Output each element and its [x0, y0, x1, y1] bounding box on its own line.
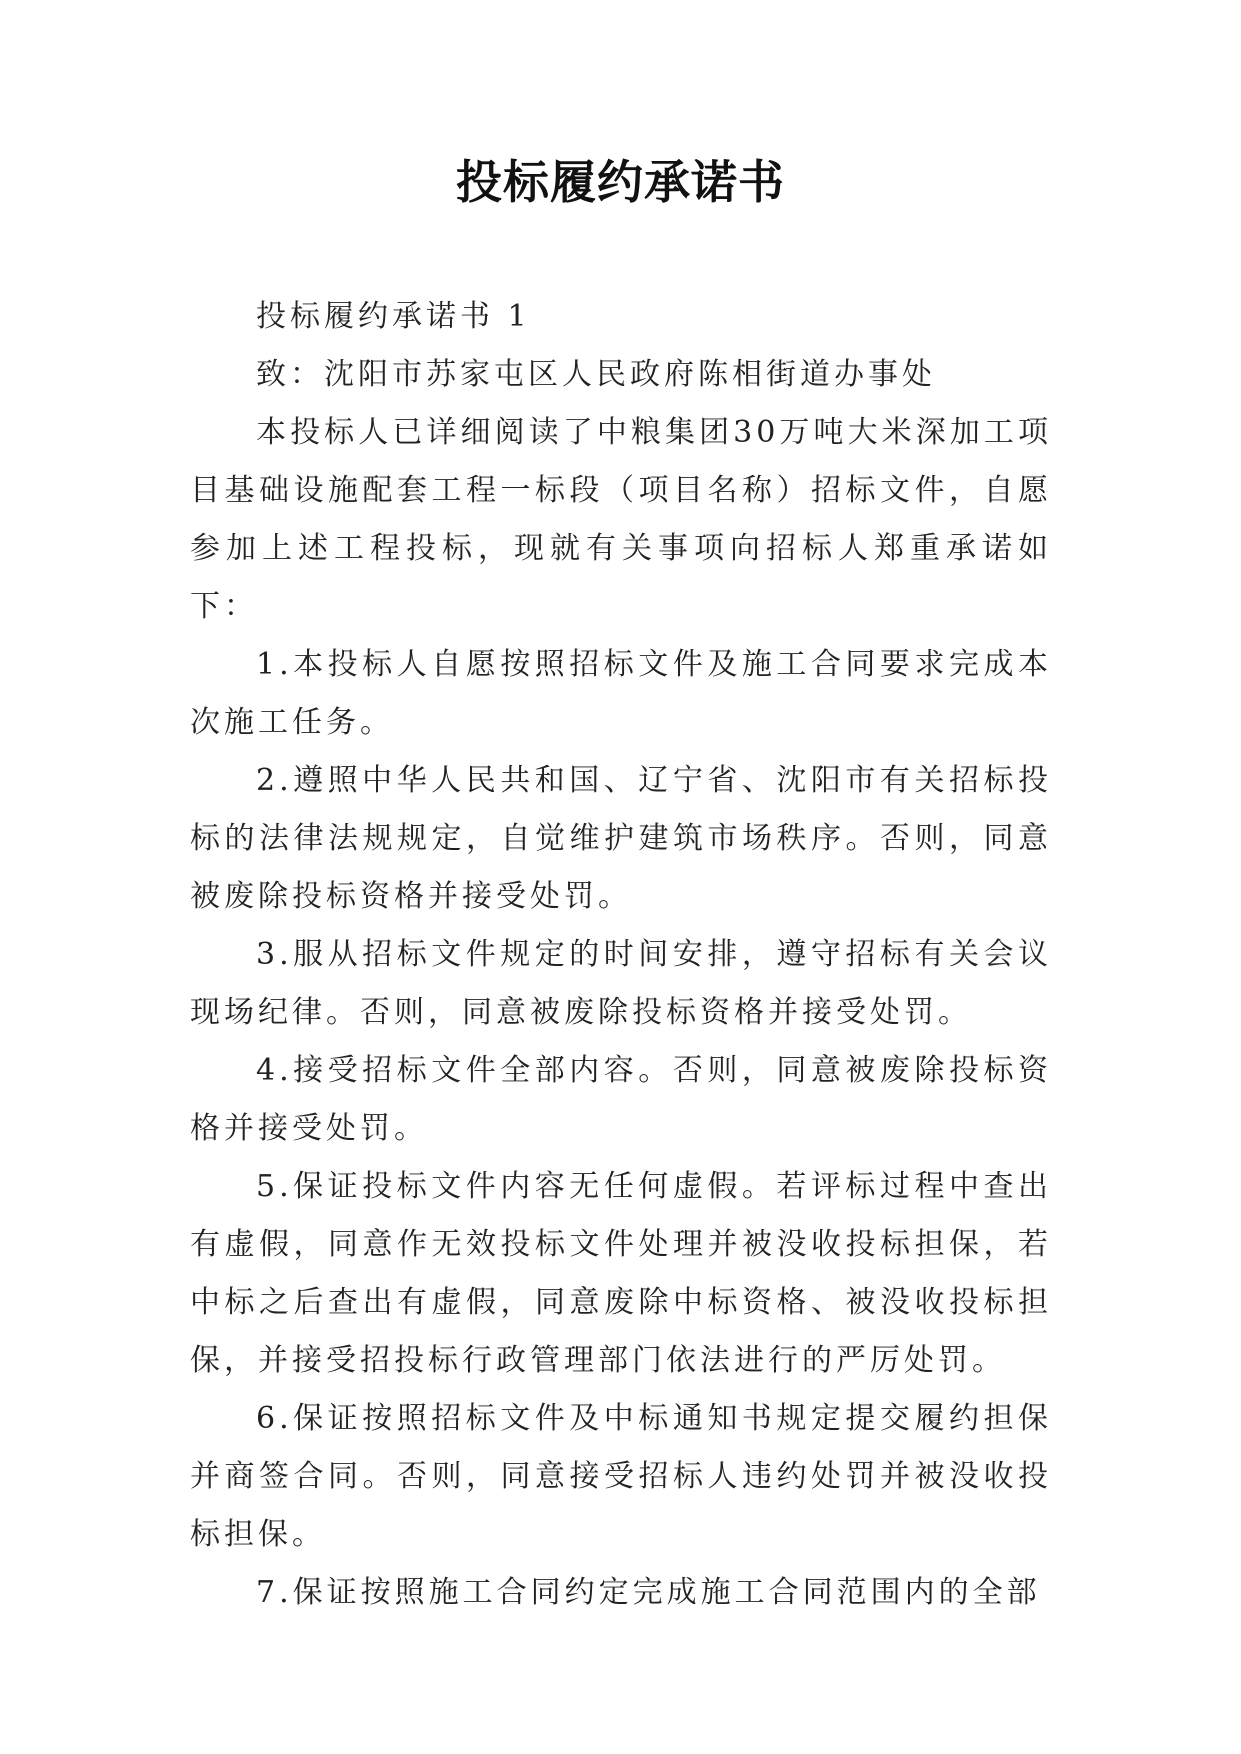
paragraph-item-3: 3.服从招标文件规定的时间安排，遵守招标有关会议现场纪律。否则，同意被废除投标资格并接受处罚。	[190, 937, 1052, 1030]
paragraph-item-2: 2.遵照中华人民共和国、辽宁省、沈阳市有关招标投标的法律法规规定，自觉维护建筑市场秩序。否则，同意被废除投标资格并接受处罚。	[190, 763, 1052, 914]
paragraph-item-6: 6.保证按照招标文件及中标通知书规定提交履约担保并商签合同。否则，同意接受招标人违约处罚并被没收投标担保。	[190, 1401, 1052, 1552]
paragraph-item-5: 5.保证投标文件内容无任何虚假。若评标过程中查出有虚假，同意作无效投标文件处理并被没收投标担保，若中标之后查出有虚假，同意废除中标资格、被没收投标担保，并接受招投标行政管理部门依法进行的严厉处罚。	[190, 1169, 1052, 1378]
document-title: 投标履约承诺书	[456, 155, 785, 209]
document-body	[190, 288, 1052, 1622]
paragraph-addressee: 致：沈阳市苏家屯区人民政府陈相街道办事处	[256, 357, 936, 392]
paragraph-item-7: 7.保证按照施工合同约定完成施工合同范围内的全部	[256, 1575, 1041, 1610]
paragraph-subtitle: 投标履约承诺书 1	[256, 299, 531, 334]
paragraph-item-1: 1.本投标人自愿按照招标文件及施工合同要求完成本次施工任务。	[190, 647, 1052, 740]
paragraph-item-4: 4.接受招标文件全部内容。否则，同意被废除投标资格并接受处罚。	[190, 1053, 1052, 1146]
paragraph-intro: 本投标人已详细阅读了中粮集团30万吨大米深加工项目基础设施配套工程一标段（项目名称）招标文件，自愿参加上述工程投标，现就有关事项向招标人郑重承诺如下：	[190, 415, 1052, 624]
